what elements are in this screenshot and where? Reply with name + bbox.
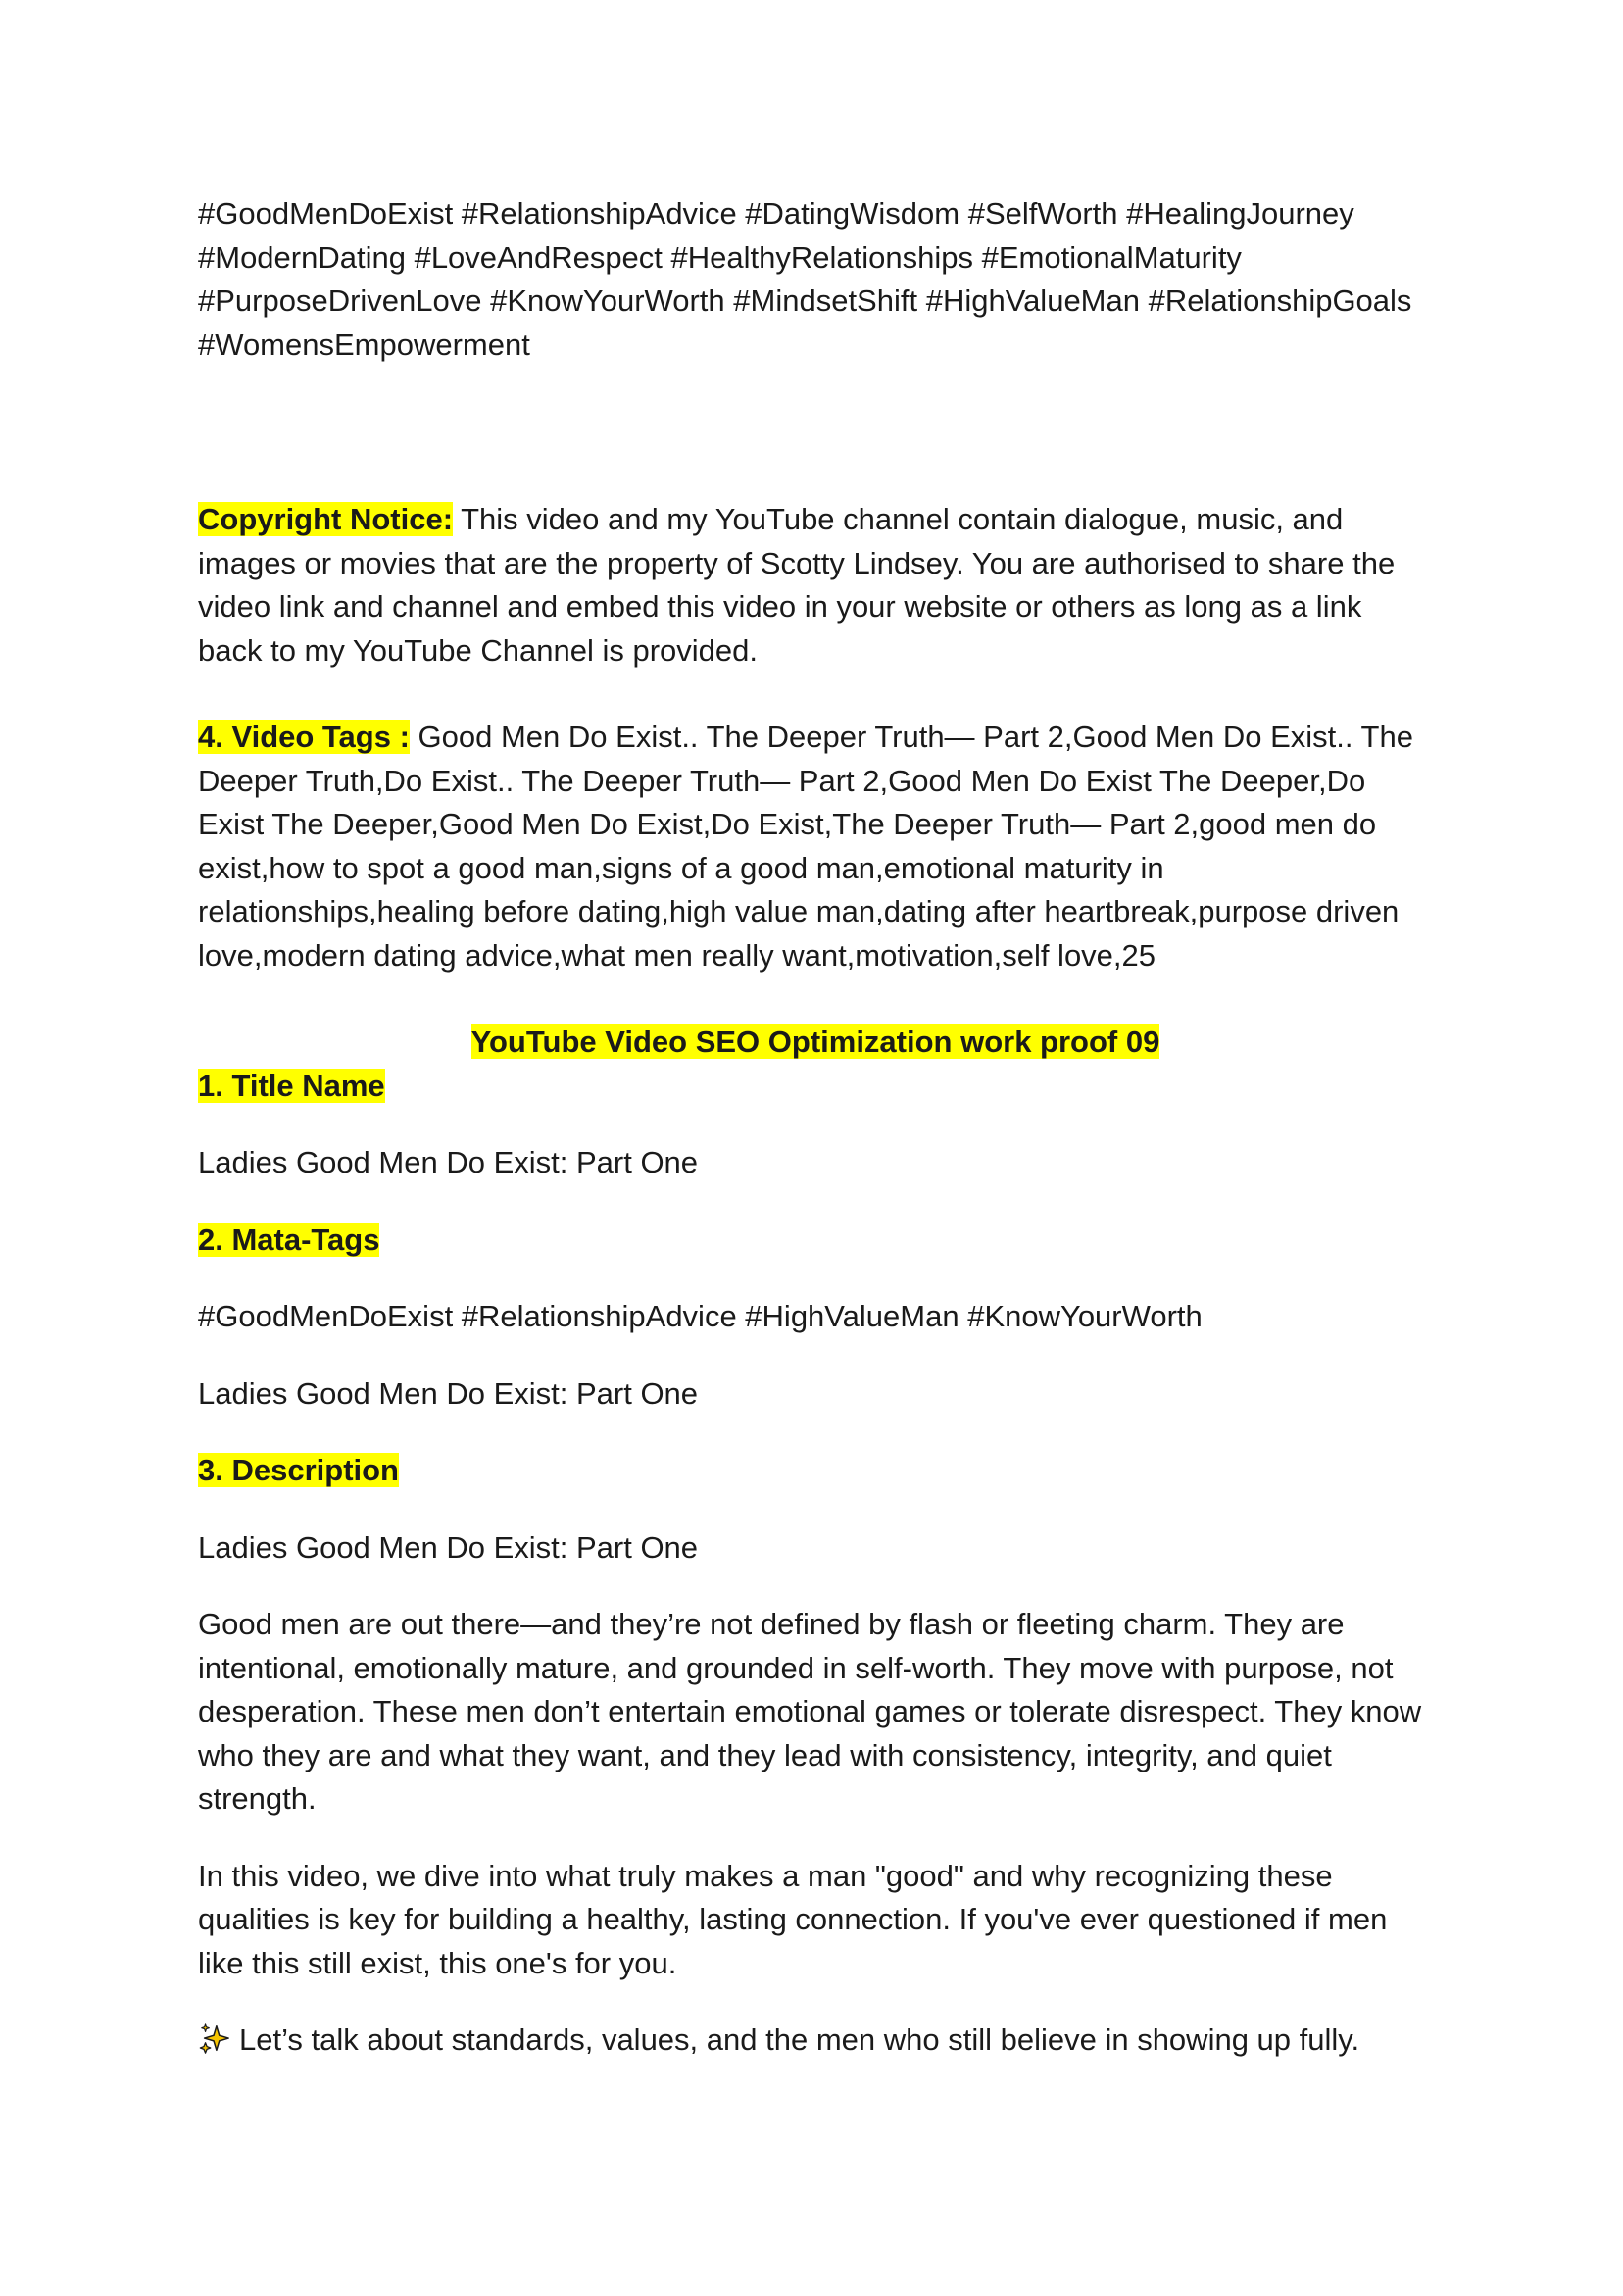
hashtags-paragraph: #GoodMenDoExist #RelationshipAdvice #DatingWisdom #SelfWorth #HealingJourney #ModernDating #LoveAndRespect #HealthyRelationships #EmotionalMaturity #PurposeDrivenLove #KnowYourWorth #MindsetShift #HighValueMan #RelationshipGoals #WomensEmpowerment: [198, 196, 1412, 362]
work-proof-heading: YouTube Video SEO Optimization work proof 09: [470, 1024, 1160, 1059]
work-proof-heading-line: [198, 1021, 1433, 1065]
description-title: Ladies Good Men Do Exist: Part One: [198, 1529, 699, 1565]
closing-line: [198, 2019, 1433, 2063]
title-name-heading: 1. Title Name: [198, 1068, 385, 1103]
video-tags-paragraph: [198, 716, 1433, 977]
title-name-value: Ladies Good Men Do Exist: Part One: [198, 1145, 699, 1179]
description-heading: 3. Description: [198, 1453, 399, 1487]
meta-tags-hashtags: #GoodMenDoExist #RelationshipAdvice #HighValueMan #KnowYourWorth: [198, 1299, 1203, 1333]
description-heading-line: [198, 1449, 1433, 1493]
copyright-paragraph: [198, 498, 1433, 673]
description-paragraph-2: In this video, we dive into what truly makes a man "good" and why recognizing these qualities is key for building a healthy, lasting connection. If you've ever questioned if men like this still exist, this one's for you.: [198, 1858, 1388, 1980]
closing-text: Let’s talk about standards, values, and the men who still believe in showing up fully.: [239, 2022, 1360, 2057]
copyright-text: This video and my YouTube channel contain dialogue, music, and images or movies that are the property of Scotty Lindsey. You are authorised to share the video link and channel and embed this video in your website or others as long as a link back to my YouTube Channel is provided.: [198, 502, 1396, 668]
sparkles-icon: [198, 2022, 231, 2056]
document-content: [198, 192, 1433, 2063]
video-tags-label: 4. Video Tags :: [198, 720, 410, 754]
meta-tags-heading-line: [198, 1219, 1433, 1263]
meta-tags-title: Ladies Good Men Do Exist: Part One: [198, 1375, 699, 1411]
video-tags-text: Good Men Do Exist.. The Deeper Truth— Part 2,Good Men Do Exist.. The Deeper Truth,Do Exist.. The Deeper Truth— Part 2,Good Men Do Exist The Deeper,Do Exist The Deeper,Good Men Do Exist,Do Exist,The Deeper Truth— Part 2,good men do exist,how to spot a good man,signs of a good man,emotional maturity in relationships,healing before dating,high value man,dating after heartbreak,purpose driven love,modern dating advice,what men really want,motivation,self love,25: [198, 720, 1413, 973]
meta-tags-heading: 2. Mata-Tags: [198, 1222, 380, 1257]
title-name-heading-line: [198, 1065, 1433, 1109]
copyright-label: Copyright Notice:: [198, 502, 454, 536]
description-paragraph-1: Good men are out there—and they’re not defined by flash or fleeting charm. They are intentional, emotionally mature, and grounded in self-worth. They move with purpose, not desperation. These men don’t entertain emotional games or tolerate disrespect. They know who they are and what they want, and they lead with consistency, integrity, and quiet strength.: [198, 1607, 1422, 1816]
